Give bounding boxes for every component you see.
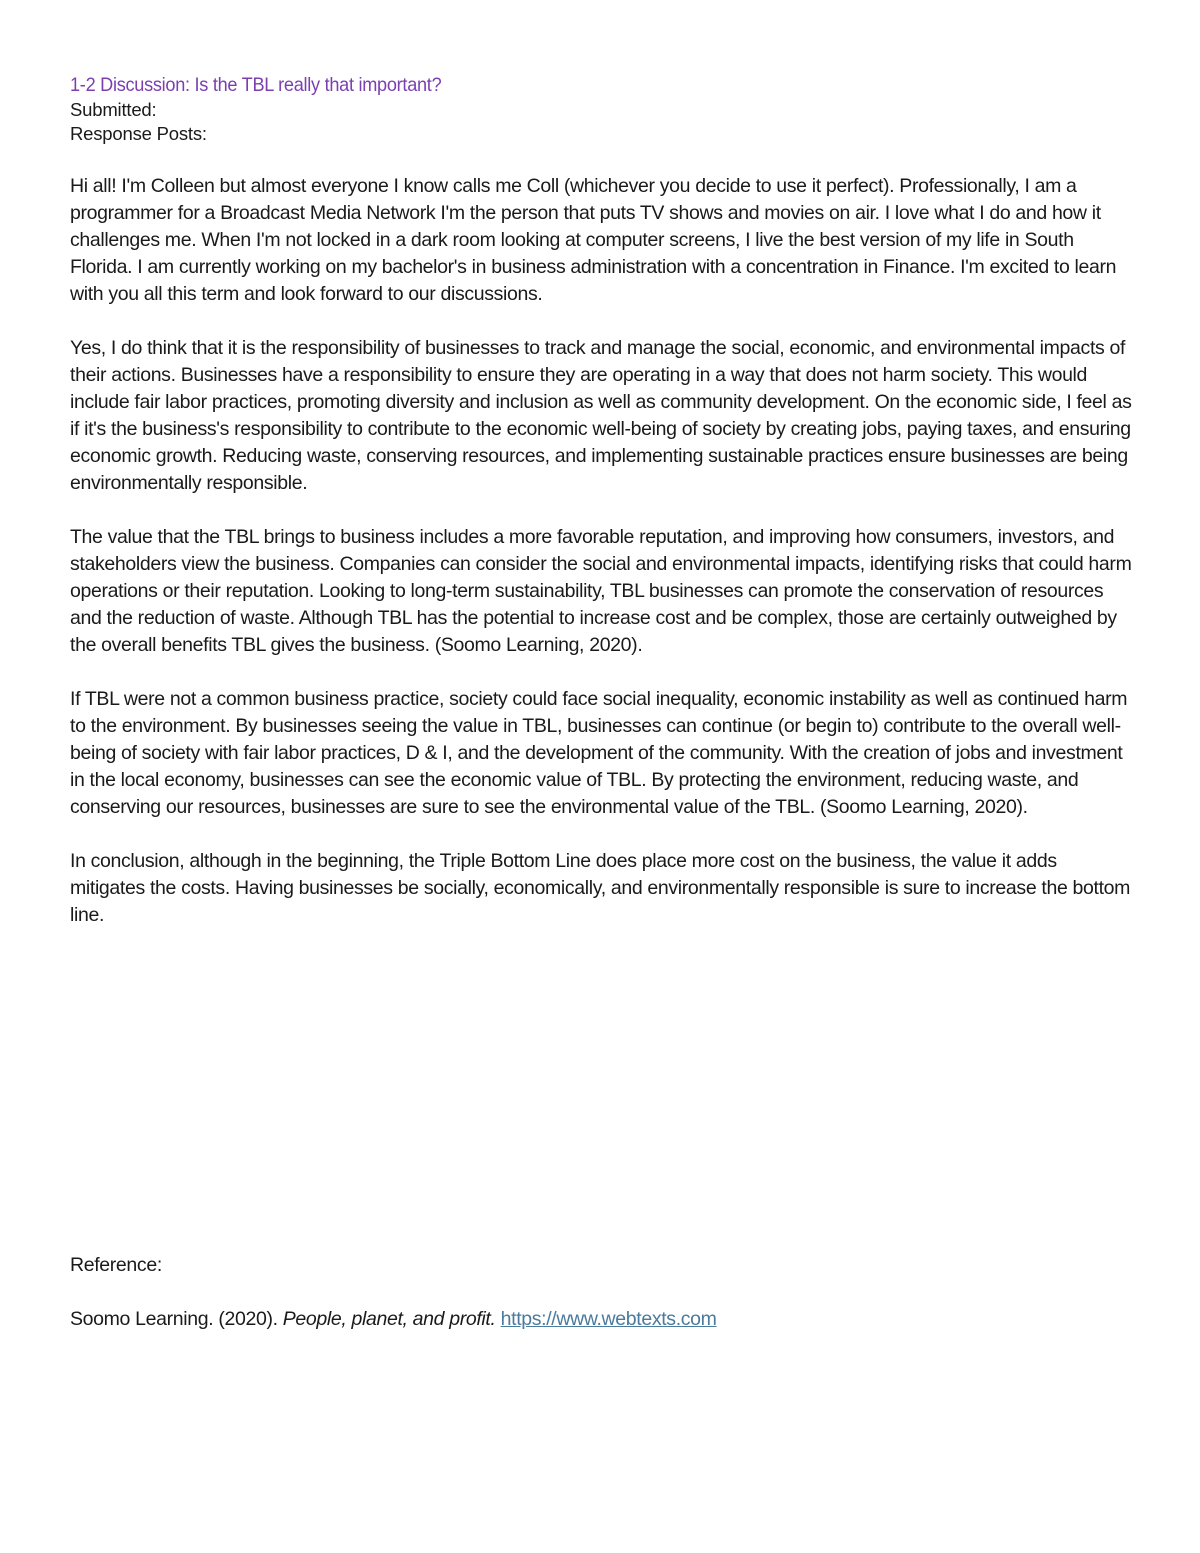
citation-prefix: Soomo Learning. (2020).: [70, 1308, 283, 1330]
spacer: [70, 308, 1132, 335]
citation-title: People, planet, and profit.: [282, 1308, 496, 1330]
reference-link[interactable]: https://www.webtexts.com: [500, 1308, 717, 1330]
document-body: [70, 72, 1132, 929]
paragraph-value: The value that the TBL brings to business includes a more favorable reputation, and improving how consumers, investors, and stakeholders view the business. Companies can consider the social and environmental impacts, identifying risks that could harm operations or their reputation. Looking to long-term sustainability, TBL businesses can promote the conservation of resources and the reduction of waste. Although TBL has the potential to increase cost and be complex, those are certainly outweighed by the overall benefits TBL gives the business. (Soomo Learning, 2020).: [70, 526, 1132, 656]
paragraph-responsibility: Yes, I do think that it is the responsibility of businesses to track and manage the social, economic, and environmental impacts of their actions. Businesses have a responsibility to ensure they are operating in a way that does not harm society. This would include fair labor practices, promoting diversity and inclusion as well as community development. On the economic side, I feel as if it's the business's responsibility to contribute to the economic well-being of society by creating jobs, paying taxes, and ensuring economic growth. Reducing waste, conserving resources, and implementing sustainable practices ensure businesses are being environmentally responsible.: [70, 337, 1132, 494]
response-posts-label: Response Posts:: [70, 123, 207, 144]
reference-section: [70, 1252, 1132, 1333]
spacer: [70, 821, 1132, 848]
reference-citation: [70, 1306, 1132, 1333]
reference-label: Reference:: [70, 1254, 162, 1276]
paragraph-conclusion: In conclusion, although in the beginning, the Triple Bottom Line does place more cost on the business, the value it adds mitigates the costs. Having businesses be socially, economically, and environmentally responsible is sure to increase the bottom line.: [70, 850, 1131, 926]
spacer: [70, 1279, 1132, 1306]
spacer: [70, 659, 1132, 686]
paragraph-intro: Hi all! I'm Colleen but almost everyone I know calls me Coll (whichever you decide to use it perfect). Professionally, I am a programmer for a Broadcast Media Network I'm the person that puts TV shows and movies on air. I love what I do and how it challenges me. When I'm not locked in a dark room looking at computer screens, I live the best version of my life in South Florida. I am currently working on my bachelor's in business administration with a concentration in Finance. I'm excited to learn with you all this term and look forward to our discussions.: [70, 175, 1117, 305]
submitted-label: Submitted:: [70, 99, 157, 120]
spacer: [70, 146, 1132, 173]
spacer: [70, 497, 1132, 524]
discussion-title: 1-2 Discussion: Is the TBL really that important?: [70, 74, 442, 96]
paragraph-consequences: If TBL were not a common business practice, society could face social inequality, economic instability as well as continued harm to the environment. By businesses seeing the value in TBL, businesses can continue (or begin to) contribute to the overall well-being of society with fair labor practices, D & I, and the development of the community. With the creation of jobs and investment in the local economy, businesses can see the economic value of TBL. By protecting the environment, reducing waste, and conserving our resources, businesses are sure to see the environmental value of the TBL. (Soomo Learning, 2020).: [70, 688, 1128, 818]
